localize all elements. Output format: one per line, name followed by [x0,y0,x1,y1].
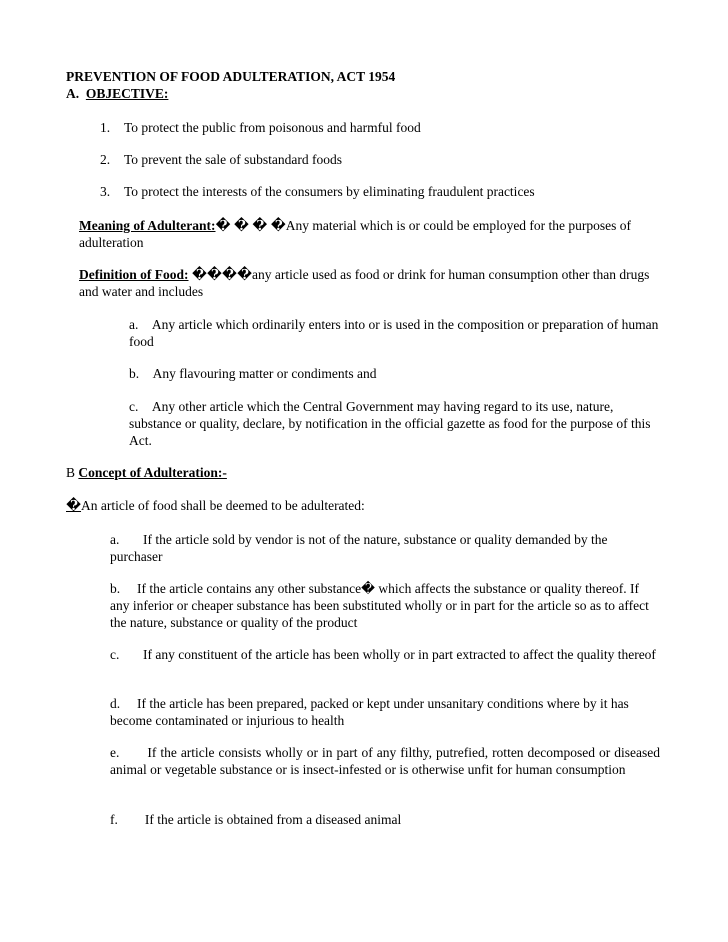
adulteration-item-letter: c. [110,647,120,662]
objective-number: 3. [100,184,111,199]
intro-text: An article of food shall be deemed to be adulterated: [81,498,365,513]
objective-item [100,119,421,136]
section-b-title: Concept of Adulteration:- [78,465,227,480]
meaning-glyphs: � � � � [215,218,286,233]
food-item-letter: c. [129,399,139,414]
adulteration-item [110,646,660,663]
food-item-text: Any flavouring matter or condiments and [152,366,377,381]
adulteration-item [110,744,660,778]
meaning-paragraph [79,217,669,251]
food-item [129,365,669,382]
adulteration-item [110,580,660,631]
food-item-letter: b. [129,366,140,381]
definition-term: Definition of Food: [79,267,189,282]
section-a-heading [66,85,168,102]
adulteration-item-text: If the article has been prepared, packed or kept under unsanitary conditions where by it has become contaminated or injurious to health [110,696,629,728]
section-a-title: OBJECTIVE: [85,86,169,101]
document-title: PREVENTION OF FOOD ADULTERATION, ACT 1954 [66,69,396,84]
objective-text: To protect the interests of the consumers by eliminating fraudulent practices [124,184,535,199]
meaning-text: Any material which is or could be employed for the purposes of adulteration [79,218,632,250]
adulteration-item-glyph: � [361,581,376,596]
adulteration-item-letter: d. [110,696,121,711]
definition-text: any article used as food or drink for human consumption other than drugs and water and includes [79,267,650,299]
objective-item [100,151,342,168]
food-item [129,398,669,449]
food-item-text: Any other article which the Central Government may having regard to its use, nature, substance or quality, declare, by notification in the official gazette as food for the purpose of this Act. [129,399,651,448]
objective-number: 2. [100,152,111,167]
adulteration-item-text-continued: which affects the substance or quality thereof. If any inferior or cheaper substance has been substituted wholly or in part for the article so as to affect the nature, substance or quality of the product [110,581,649,630]
adulteration-item-text: If the article consists wholly or in part of any filthy, putrefied, rotten decomposed or diseased animal or vegetable substance or is insect-infested or is otherwise unfit for human consumption [110,745,661,777]
intro-glyph: � [66,498,82,513]
section-a-label: A. [66,86,80,101]
objective-item [100,183,535,200]
adulteration-item-text: If the article sold by vendor is not of the nature, substance or quality demanded by the purchaser [110,532,608,564]
food-item-text: Any article which ordinarily enters into or is used in the composition or preparation of human food [129,317,659,349]
adulteration-item-text: If the article contains any other substance [137,581,362,596]
adulteration-intro [66,497,365,514]
adulteration-item [110,811,401,828]
adulteration-item-letter: a. [110,532,120,547]
adulteration-item-letter: b. [110,581,121,596]
definition-paragraph [79,266,669,300]
adulteration-item-letter: e. [110,745,120,760]
section-b-label: B [66,465,76,480]
food-item-letter: a. [129,317,139,332]
adulteration-item-text: If the article is obtained from a diseased animal [144,812,402,827]
meaning-term: Meaning of Adulterant: [79,218,216,233]
adulteration-item-text: If any constituent of the article has been wholly or in part extracted to affect the quality thereof [143,647,656,662]
adulteration-item [110,695,660,729]
adulteration-item [110,531,660,565]
definition-glyphs: ���� [188,267,252,282]
section-b-heading [66,464,227,481]
adulteration-item-letter: f. [110,812,118,827]
food-item [129,316,669,350]
objective-number: 1. [100,120,111,135]
objective-text: To prevent the sale of substandard foods [124,152,342,167]
objective-text: To protect the public from poisonous and harmful food [124,120,421,135]
